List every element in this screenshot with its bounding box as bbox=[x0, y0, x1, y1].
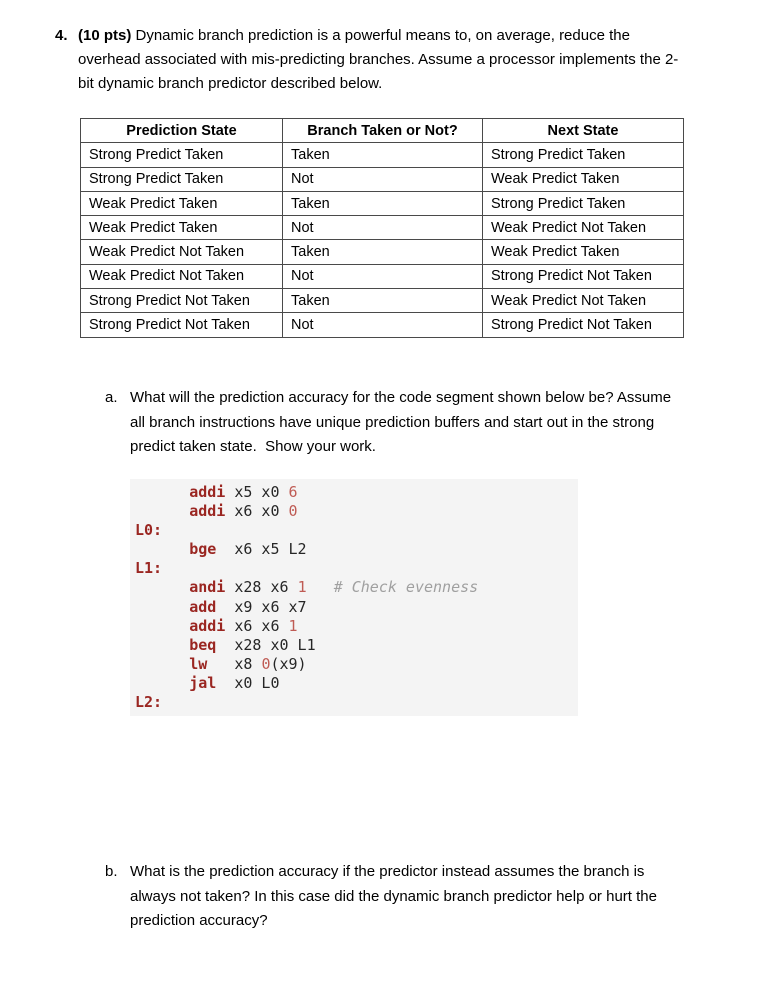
table-cell: Weak Predict Not Taken bbox=[81, 240, 283, 264]
code-line bbox=[135, 521, 578, 540]
column-header: Branch Taken or Not? bbox=[283, 119, 483, 143]
table-row bbox=[81, 143, 684, 167]
code-token-p bbox=[135, 483, 189, 501]
code-token-p bbox=[135, 636, 189, 654]
code-block bbox=[130, 479, 578, 716]
column-header: Next State bbox=[483, 119, 684, 143]
code-token-kw: addi bbox=[189, 502, 226, 521]
table-row bbox=[81, 264, 684, 288]
code-token-p bbox=[307, 578, 334, 596]
part-b-text: What is the prediction accuracy if the predictor instead assumes the branch is always not taken? In this case did the dynamic branch predictor help or hurt the prediction accuracy? bbox=[130, 863, 662, 929]
question-number: 4. bbox=[55, 27, 68, 44]
table-cell: Weak Predict Not Taken bbox=[483, 289, 684, 313]
code-line bbox=[135, 502, 578, 521]
table-cell: Strong Predict Taken bbox=[81, 143, 283, 167]
part-a-text: What will the prediction accuracy for the code segment shown below be? Assume all branch instructions have unique prediction buffers and start out in the strong predict taken state. Show your work. bbox=[130, 389, 676, 455]
code-line bbox=[135, 540, 578, 559]
code-token-kw: andi bbox=[189, 578, 226, 597]
table-cell: Strong Predict Taken bbox=[483, 191, 684, 215]
code-line bbox=[135, 693, 578, 712]
code-token-label: L0: bbox=[135, 521, 163, 540]
table-row bbox=[81, 240, 684, 264]
part-b bbox=[105, 860, 705, 934]
table-row bbox=[81, 191, 684, 215]
code-token-p: x8 bbox=[207, 654, 262, 673]
table-row bbox=[81, 289, 684, 313]
code-token-p bbox=[135, 655, 189, 673]
table-cell: Strong Predict Taken bbox=[483, 143, 684, 167]
code-token-kw: addi bbox=[189, 483, 226, 501]
table-cell: Taken bbox=[283, 143, 483, 167]
column-header: Prediction State bbox=[81, 119, 283, 143]
code-token-label: L2: bbox=[135, 693, 163, 712]
question-points: (10 pts) bbox=[78, 27, 132, 44]
predictor-state-table bbox=[80, 118, 684, 338]
code-token-p bbox=[135, 674, 189, 692]
table-cell: Strong Predict Not Taken bbox=[81, 313, 283, 337]
table-cell: Strong Predict Not Taken bbox=[483, 264, 684, 288]
code-token-p bbox=[135, 598, 189, 616]
part-b-label: b. bbox=[105, 863, 118, 880]
code-line bbox=[135, 483, 578, 502]
question-body-text: Dynamic branch prediction is a powerful means to, on average, reduce the overhead associated with mis-predicting branches. Assume a processor implements the 2-bit dynamic branch predictor described below. bbox=[78, 27, 679, 92]
table-cell: Weak Predict Not Taken bbox=[81, 264, 283, 288]
code-line bbox=[135, 617, 578, 636]
code-line bbox=[135, 655, 578, 674]
code-token-p: x6 x0 bbox=[225, 502, 289, 521]
code-line bbox=[135, 636, 578, 655]
code-token-comment: # Check evenness bbox=[333, 578, 479, 597]
code-token-kw: addi bbox=[189, 616, 226, 635]
code-token-num: 0 bbox=[261, 654, 271, 673]
code-token-p bbox=[135, 502, 189, 520]
table-row bbox=[81, 167, 684, 191]
code-token-kw: bge bbox=[189, 540, 217, 559]
part-a-label: a. bbox=[105, 389, 118, 406]
table-cell: Weak Predict Taken bbox=[81, 216, 283, 240]
code-token-p bbox=[135, 540, 189, 558]
table-row bbox=[81, 313, 684, 337]
code-token-kw: jal bbox=[189, 673, 217, 692]
table-cell: Not bbox=[283, 167, 483, 191]
table-cell: Weak Predict Taken bbox=[483, 167, 684, 191]
code-token-p: x6 x5 L2 bbox=[216, 540, 307, 559]
code-token-p: x5 x0 bbox=[225, 483, 289, 501]
code-token-p: x28 x6 bbox=[225, 578, 298, 597]
code-line bbox=[135, 598, 578, 617]
code-token-num: 1 bbox=[288, 616, 298, 635]
table-cell: Not bbox=[283, 216, 483, 240]
table-cell: Taken bbox=[283, 191, 483, 215]
table-row bbox=[81, 216, 684, 240]
code-token-p: x6 x6 bbox=[225, 616, 289, 635]
code-token-kw: lw bbox=[189, 654, 208, 673]
code-line bbox=[135, 674, 578, 693]
code-token-p bbox=[135, 578, 189, 596]
table-cell: Strong Predict Taken bbox=[81, 167, 283, 191]
code-token-label: L1: bbox=[135, 559, 163, 578]
code-token-p: x0 L0 bbox=[216, 673, 280, 692]
code-line bbox=[135, 559, 578, 578]
table-cell: Weak Predict Not Taken bbox=[483, 216, 684, 240]
code-line bbox=[135, 578, 578, 597]
code-token-num: 6 bbox=[288, 483, 298, 501]
table-cell: Strong Predict Not Taken bbox=[81, 289, 283, 313]
table-cell: Weak Predict Taken bbox=[483, 240, 684, 264]
part-a bbox=[105, 386, 705, 460]
table-cell: Taken bbox=[283, 289, 483, 313]
table-cell: Not bbox=[283, 313, 483, 337]
code-token-num: 1 bbox=[297, 578, 307, 597]
code-token-p: x9 x6 x7 bbox=[216, 597, 307, 616]
question-text bbox=[78, 24, 692, 96]
code-token-p: (x9) bbox=[270, 654, 307, 673]
predictor-table-body bbox=[81, 143, 684, 337]
predictor-state-table-container bbox=[80, 118, 684, 338]
table-cell: Not bbox=[283, 264, 483, 288]
table-cell: Strong Predict Not Taken bbox=[483, 313, 684, 337]
table-cell: Taken bbox=[283, 240, 483, 264]
predictor-table-header-row bbox=[81, 119, 684, 143]
code-token-kw: beq bbox=[189, 635, 217, 654]
code-token-kw: add bbox=[189, 597, 217, 616]
code-token-num: 0 bbox=[288, 502, 298, 521]
question-4 bbox=[55, 24, 715, 96]
code-token-p bbox=[135, 617, 189, 635]
code-token-p: x28 x0 L1 bbox=[216, 635, 316, 654]
table-cell: Weak Predict Taken bbox=[81, 191, 283, 215]
